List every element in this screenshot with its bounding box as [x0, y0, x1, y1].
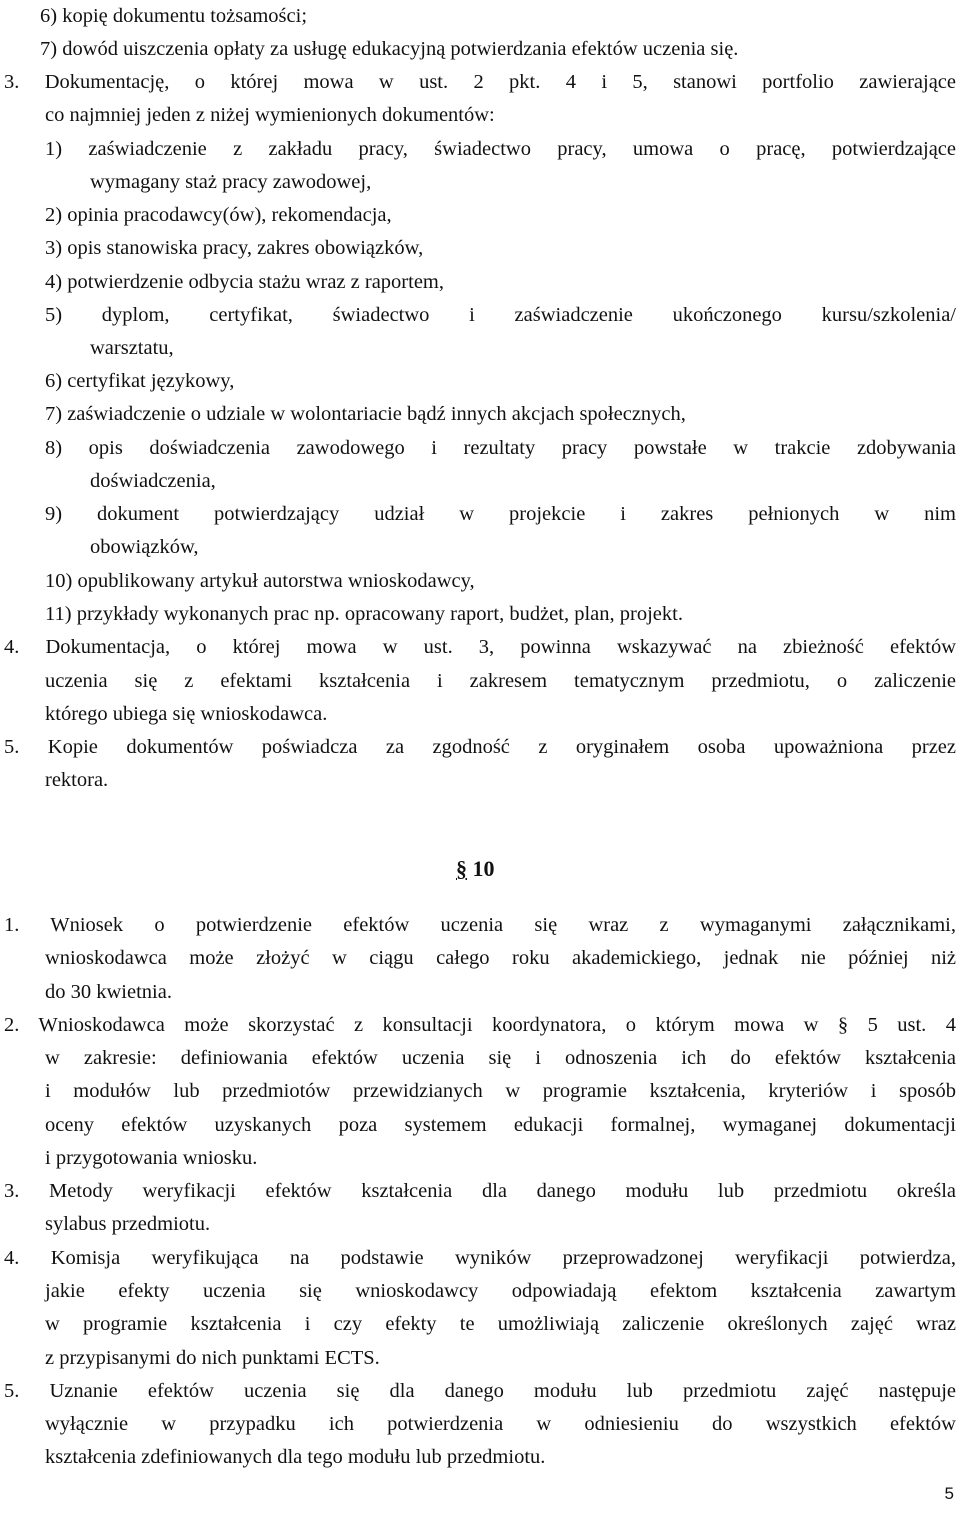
- list-item: 2) opinia pracodawcy(ów), rekomendacja,: [45, 204, 392, 226]
- paragraph-line: do 30 kwietnia.: [45, 981, 172, 1003]
- paragraph-line: 1. Wniosek o potwierdzenie efektów uczenia się wraz z wymaganymi załącznikami,: [4, 914, 956, 936]
- paragraph-line: w zakresie: definiowania efektów uczenia się i odnoszenia ich do efektów kształcenia: [45, 1047, 956, 1069]
- paragraph-line: rektora.: [45, 769, 109, 791]
- section-heading: [456, 856, 495, 882]
- paragraph-line: którego ubiega się wnioskodawca.: [45, 703, 328, 725]
- list-item: 6) certyfikat językowy,: [45, 370, 235, 392]
- list-item: 8) opis doświadczenia zawodowego i rezultaty pracy powstałe w trakcie zdobywania: [45, 437, 956, 459]
- paragraph-line: 5. Kopie dokumentów poświadcza za zgodność z oryginałem osoba upoważniona przez: [4, 736, 956, 758]
- list-item: 7) zaświadczenie o udziale w wolontariacie bądź innych akcjach społecznych,: [45, 403, 686, 425]
- list-item: 11) przykłady wykonanych prac np. opracowany raport, budżet, plan, projekt.: [45, 603, 683, 625]
- paragraph-line: i przygotowania wniosku.: [45, 1147, 258, 1169]
- list-item-continuation: warsztatu,: [90, 337, 174, 359]
- section-number: 10: [472, 856, 495, 881]
- list-item: 7) dowód uiszczenia opłaty za usługę edukacyjną potwierdzania efektów uczenia się.: [40, 38, 739, 60]
- paragraph-line: wyłącznie w przypadku ich potwierdzenia w odniesieniu do wszystkich efektów: [45, 1413, 956, 1435]
- list-item: 10) opublikowany artykuł autorstwa wnioskodawcy,: [45, 570, 475, 592]
- paragraph-line: uczenia się z efektami kształcenia i zakresem tematycznym przedmiotu, o zaliczenie: [45, 670, 956, 692]
- paragraph-line: 3. Dokumentację, o której mowa w ust. 2 pkt. 4 i 5, stanowi portfolio zawierające: [4, 71, 956, 93]
- paragraph-line: 4. Komisja weryfikująca na podstawie wyników przeprowadzonej weryfikacji potwierdza,: [4, 1247, 956, 1269]
- list-item: 4) potwierdzenie odbycia stażu wraz z raportem,: [45, 271, 444, 293]
- page-number: 5: [944, 1484, 954, 1503]
- paragraph-line: co najmniej jeden z niżej wymienionych dokumentów:: [45, 104, 495, 126]
- list-item-continuation: doświadczenia,: [90, 470, 216, 492]
- list-item: 6) kopię dokumentu tożsamości;: [40, 5, 308, 27]
- paragraph-line: 4. Dokumentacja, o której mowa w ust. 3, powinna wskazywać na zbieżność efektów: [4, 636, 956, 658]
- list-item: 9) dokument potwierdzający udział w projekcie i zakres pełnionych w nim: [45, 503, 956, 525]
- paragraph-line: z przypisanymi do nich punktami ECTS.: [45, 1347, 380, 1369]
- paragraph-line: kształcenia zdefiniowanych dla tego modułu lub przedmiotu.: [45, 1446, 546, 1468]
- paragraph-line: 2. Wnioskodawca może skorzystać z konsultacji koordynatora, o którym mowa w § 5 ust. 4: [4, 1014, 956, 1036]
- list-item-continuation: obowiązków,: [90, 536, 199, 558]
- paragraph-line: i modułów lub przedmiotów przewidzianych w programie kształcenia, kryteriów i sposób: [45, 1080, 956, 1102]
- list-item-continuation: wymagany staż pracy zawodowej,: [90, 171, 372, 193]
- paragraph-line: 3. Metody weryfikacji efektów kształcenia dla danego modułu lub przedmiotu określa: [4, 1180, 956, 1202]
- list-item: 5) dyplom, certyfikat, świadectwo i zaświadczenie ukończonego kursu/szkolenia/: [45, 304, 956, 326]
- paragraph-line: w programie kształcenia i czy efekty te umożliwiają zaliczenie określonych zajęć wraz: [45, 1313, 956, 1335]
- paragraph-line: 5. Uznanie efektów uczenia się dla danego modułu lub przedmiotu zajęć następuje: [4, 1380, 956, 1402]
- section-symbol: §: [456, 856, 467, 881]
- paragraph-line: jakie efekty uczenia się wnioskodawcy odpowiadają efektom kształcenia zawartym: [45, 1280, 956, 1302]
- paragraph-line: wnioskodawca może złożyć w ciągu całego roku akademickiego, jednak nie później niż: [45, 947, 956, 969]
- list-item: 1) zaświadczenie z zakładu pracy, świadectwo pracy, umowa o pracę, potwierdzające: [45, 138, 956, 160]
- paragraph-line: sylabus przedmiotu.: [45, 1213, 211, 1235]
- list-item: 3) opis stanowiska pracy, zakres obowiązków,: [45, 237, 424, 259]
- paragraph-line: oceny efektów uzyskanych poza systemem edukacji formalnej, wymaganej dokumentacji: [45, 1114, 956, 1136]
